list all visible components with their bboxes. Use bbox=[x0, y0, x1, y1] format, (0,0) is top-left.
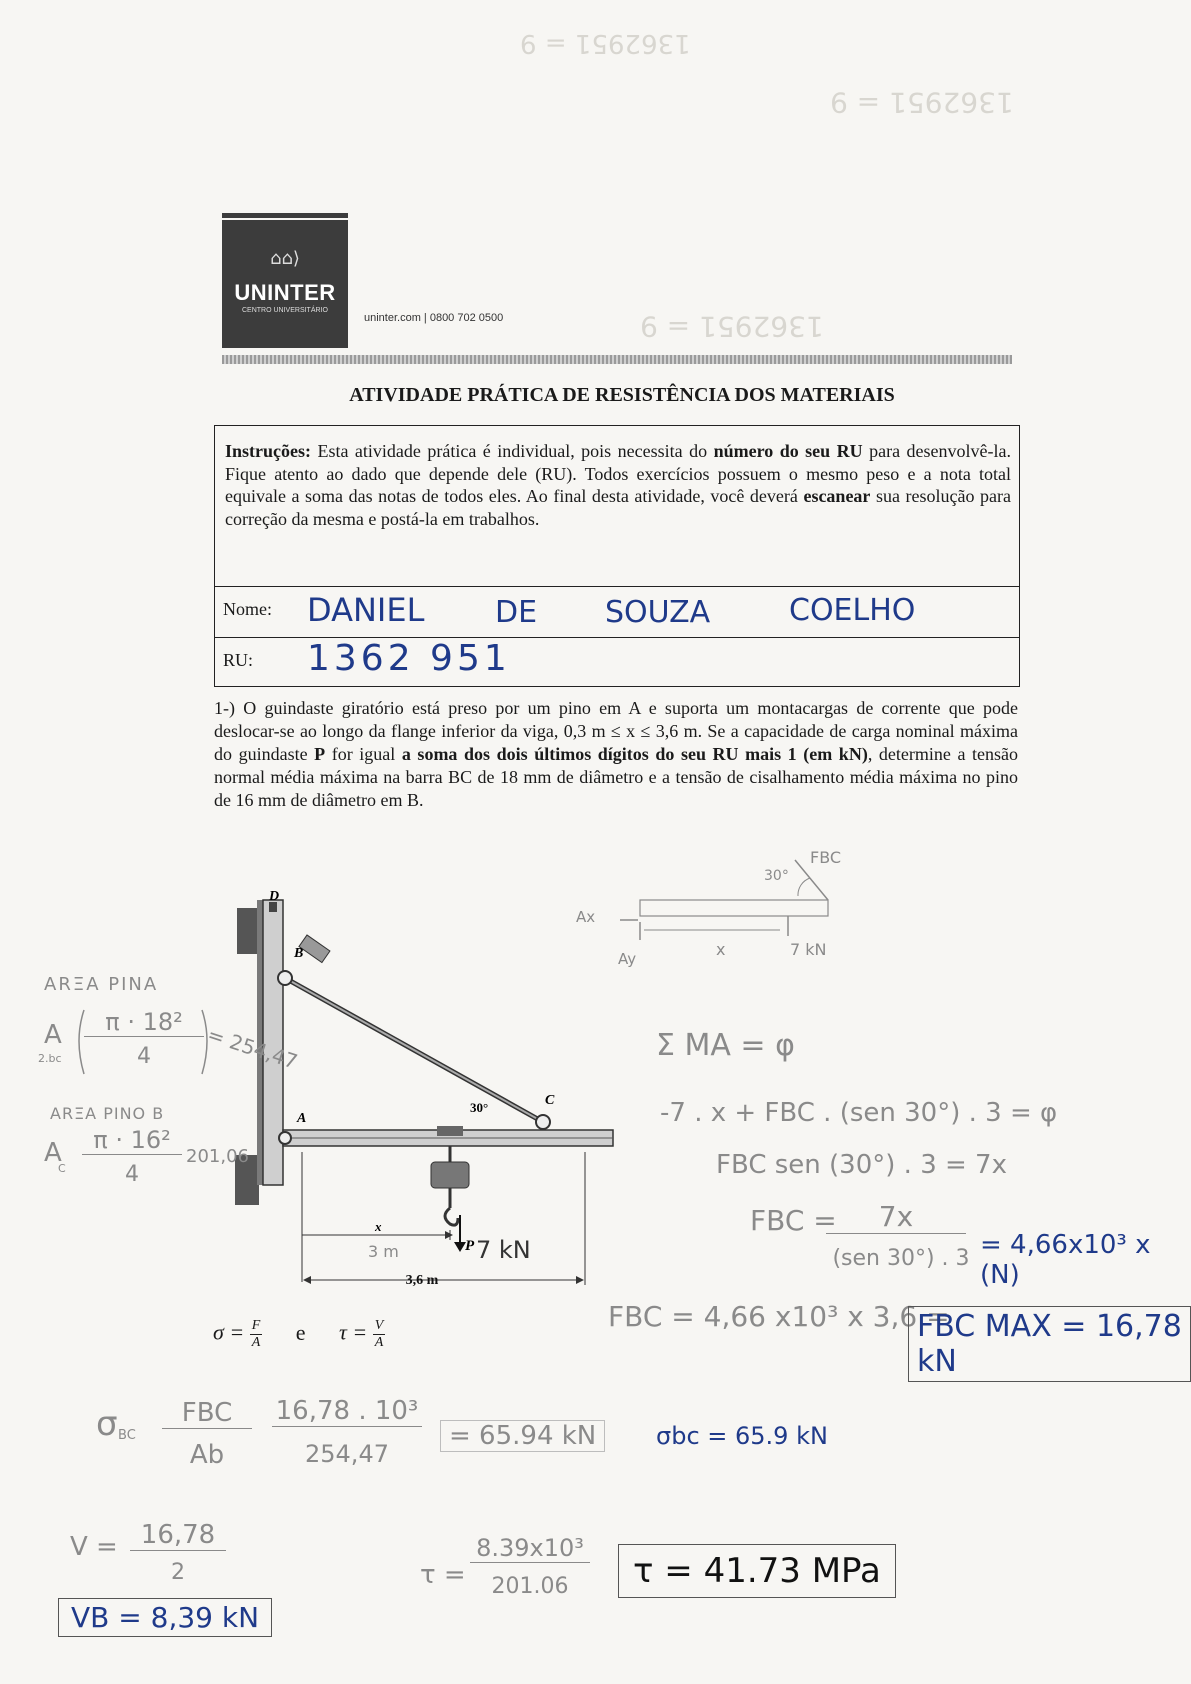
equation-1: -7 . x + FBC . (sen 30°) . 3 = φ bbox=[660, 1098, 1058, 1128]
rod-bc-highlight bbox=[285, 978, 543, 1122]
v-den: 2 bbox=[171, 1560, 185, 1585]
ru-label: RU: bbox=[223, 650, 254, 670]
equation-2: FBC sen (30°) . 3 = 7x bbox=[716, 1150, 1007, 1180]
area-pin-parens bbox=[74, 1008, 214, 1078]
sigma-symbol: σ = bbox=[213, 1319, 245, 1345]
fig-note-load: 7 kN bbox=[476, 1236, 531, 1264]
fbd-label-ax: Ax bbox=[576, 908, 596, 926]
equation-4: FBC = 4,66 x10³ x 3,6 = bbox=[608, 1300, 950, 1333]
sigma-result: σbc = 65.9 kN bbox=[656, 1422, 828, 1450]
pin-b bbox=[278, 971, 292, 985]
question-bold-p: P bbox=[314, 744, 326, 764]
area-b-val: 201,06 bbox=[186, 1146, 249, 1167]
top-wall-bracket bbox=[237, 908, 259, 954]
logo-name: UNINTER bbox=[234, 280, 336, 305]
hook-icon bbox=[445, 1208, 458, 1225]
header-contact: uninter.com | 0800 702 0500 bbox=[364, 312, 504, 324]
v-lhs: V = bbox=[70, 1532, 118, 1562]
label-d: D bbox=[269, 890, 280, 904]
fbd-label-ay: Ay bbox=[618, 950, 637, 968]
area-b-title: ARΞA PINO B bbox=[50, 1104, 165, 1123]
tau-symbol: τ = bbox=[339, 1319, 368, 1345]
tau-fraction bbox=[373, 1318, 386, 1351]
equation-3-num: 7x bbox=[826, 1200, 966, 1234]
sigma-num-value: 16,78 . 10³ bbox=[272, 1396, 422, 1427]
fbd-angle-arc bbox=[798, 878, 810, 896]
sigma-frac-den: Ab bbox=[189, 1440, 225, 1470]
instructions-label: Instruções: bbox=[225, 441, 311, 461]
fbd-label-angle: 30° bbox=[764, 868, 789, 884]
question-bold-rule: a soma dos dois últimos dígitos do seu RU mais 1 (em kN) bbox=[401, 744, 868, 764]
crane-figure bbox=[225, 890, 625, 1300]
fbd-label-fbc: FBC bbox=[810, 848, 842, 867]
dim-total-arrow-right bbox=[576, 1276, 584, 1284]
header-rule bbox=[222, 355, 1012, 364]
logo-symbol-icon: ⌂⌂⟩ bbox=[270, 248, 300, 269]
question-part-2: for igual bbox=[325, 744, 402, 764]
label-x: x bbox=[375, 1219, 382, 1234]
name-word-2: DE bbox=[495, 595, 538, 630]
stress-formula bbox=[213, 1318, 385, 1351]
label-b: B bbox=[294, 946, 304, 961]
dim-total-arrow-left bbox=[303, 1276, 311, 1284]
name-label: Nome: bbox=[223, 599, 272, 619]
instructions-text bbox=[225, 440, 1011, 530]
hoist-body bbox=[431, 1162, 469, 1188]
sigma-lhs: σ bbox=[96, 1404, 118, 1444]
name-word-3: SOUZA bbox=[605, 595, 711, 630]
sigma-fraction bbox=[250, 1318, 263, 1351]
instructions-part-1: Esta atividade prática é individual, pois necessita do bbox=[311, 441, 714, 461]
instructions-bold-1: número do seu RU bbox=[713, 441, 863, 461]
tau-den: 201.06 bbox=[491, 1574, 569, 1599]
tau-num: V bbox=[374, 1318, 384, 1333]
area-pin-title: ARΞA PINA bbox=[44, 974, 159, 995]
equation-3-lhs: FBC = bbox=[750, 1204, 837, 1237]
fbd-beam bbox=[640, 900, 828, 916]
sigma-den: A bbox=[251, 1335, 261, 1350]
area-b-den: 4 bbox=[125, 1162, 139, 1187]
tau-result-box: τ = 41.73 MPa bbox=[618, 1544, 896, 1598]
ghost-text-3: 1362951 = 9 bbox=[640, 310, 824, 343]
tau-lhs: τ = bbox=[420, 1560, 466, 1590]
label-c: C bbox=[545, 1093, 555, 1108]
pin-c bbox=[536, 1115, 550, 1129]
equation-3-den: (sen 30°) . 3 bbox=[832, 1246, 970, 1271]
page-title: ATIVIDADE PRÁTICA DE RESISTÊNCIA DOS MATERIAIS bbox=[349, 384, 895, 406]
sigma-den-value: 254,47 bbox=[305, 1440, 389, 1468]
tau-den: A bbox=[374, 1335, 384, 1350]
label-dim: 3,6 m bbox=[405, 1273, 439, 1288]
vb-result-box: VB = 8,39 kN bbox=[58, 1598, 272, 1637]
formula-connector: e bbox=[295, 1319, 306, 1345]
pin-a bbox=[279, 1132, 291, 1144]
label-a: A bbox=[297, 1111, 307, 1126]
sigma-lhs-sub: BC bbox=[118, 1428, 136, 1443]
v-num: 16,78 bbox=[130, 1520, 226, 1551]
question-part-1: 1-) O guindaste giratório está preso por um pino em A e suporta um montacargas de corrente que pode deslocar-se ao longo da flange inferior da viga, 0,3 m ≤ x ≤ 3,6 m. Se a capacidade de carga nominal máxima do guindaste bbox=[214, 698, 1018, 764]
fbd-label-load: 7 kN bbox=[790, 940, 827, 959]
area-pin-den: 4 bbox=[137, 1044, 151, 1069]
fbd-label-x: x bbox=[716, 940, 726, 959]
area-pin-val: = 254,47 bbox=[204, 1022, 301, 1074]
fbc-max-box: FBC MAX = 16,78 kN bbox=[908, 1306, 1191, 1382]
instructions-table bbox=[214, 425, 1020, 687]
sigma-num: F bbox=[251, 1318, 261, 1333]
hoist-trolley bbox=[437, 1126, 463, 1136]
tau-num: 8.39x10³ bbox=[470, 1534, 590, 1563]
area-b-sub: C bbox=[58, 1162, 66, 1175]
instructions-part-2: para desenvolvê-la. Fique atento ao dado que depende dele (RU). Todos exercícios possuem o mesmo peso e a nota total equivale a soma das notas de todos eles. Ao final desta atividade, você deverá bbox=[225, 441, 1011, 506]
name-row bbox=[215, 586, 1019, 637]
clamp bbox=[299, 935, 330, 963]
uninter-logo bbox=[222, 220, 348, 348]
sum-moments: Σ MA = φ bbox=[656, 1028, 795, 1063]
sigma-boxed-value: = 65.94 kN bbox=[440, 1420, 605, 1452]
ghost-text-2: 1362951 = 9 bbox=[830, 86, 1014, 119]
sigma-frac-num: FBC bbox=[162, 1398, 252, 1429]
question-part-3: , determine a tensão normal média máxima na barra BC de 18 mm de diâmetro e a tensão de cisalhamento média máxima no pino de 16 mm de diâmetro em B. bbox=[214, 744, 1018, 810]
equation-3-result: = 4,66x10³ x (N) bbox=[980, 1230, 1151, 1290]
logo-top-bar bbox=[222, 213, 348, 218]
label-p: P bbox=[465, 1238, 475, 1254]
name-word-4: COELHO bbox=[789, 593, 916, 628]
instructions-bold-2: escanear bbox=[803, 486, 871, 506]
question-1 bbox=[214, 697, 1018, 812]
instructions-part-3: sua resolução para correção da mesma e postá-la em trabalhos. bbox=[225, 486, 1012, 529]
area-b-lhs: A bbox=[44, 1138, 62, 1168]
name-word-1: DANIEL bbox=[307, 591, 425, 629]
area-b-num: π · 16² bbox=[82, 1126, 182, 1155]
ru-row bbox=[215, 637, 1019, 686]
ru-value: 1362 951 bbox=[307, 638, 511, 679]
label-angle: 30° bbox=[470, 1100, 489, 1115]
fig-note-x: 3 m bbox=[368, 1242, 399, 1261]
logo-subtitle: CENTRO UNIVERSITÁRIO bbox=[242, 307, 328, 314]
ghost-text-1: 1362951 = 9 bbox=[520, 28, 691, 58]
area-pin-lhs: A bbox=[44, 1020, 62, 1050]
dim-x-arrow bbox=[445, 1231, 453, 1239]
area-pin-num: π · 18² bbox=[84, 1008, 204, 1037]
area-pin-sub: 2.bc bbox=[38, 1052, 62, 1065]
